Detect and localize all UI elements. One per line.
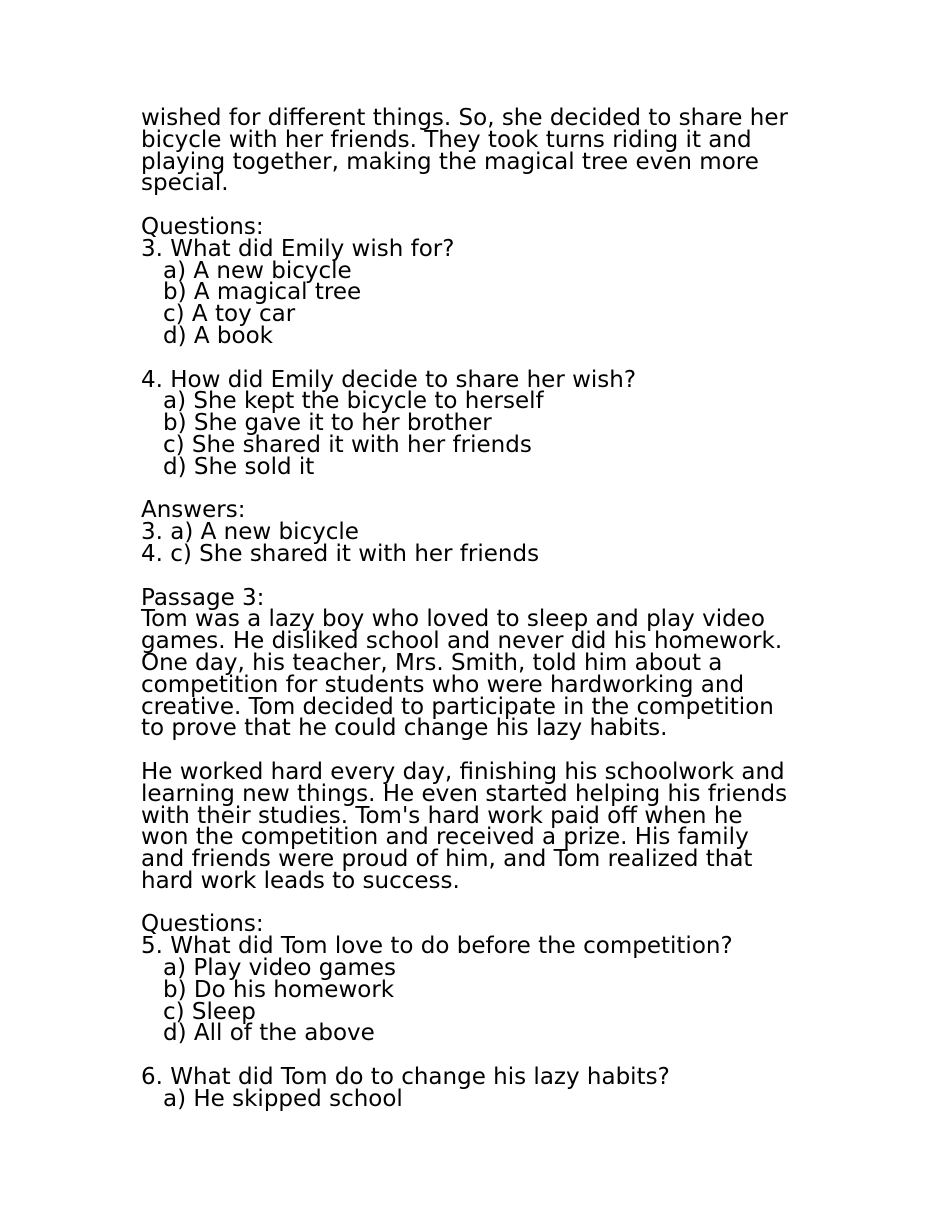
text-line: One day, his teacher, Mrs. Smith, told him about a (141, 649, 723, 676)
answer-option: d) All of the above (163, 1020, 375, 1047)
text-line: learning new things. He even started helping his friends (141, 780, 788, 807)
question-text: 6. What did Tom do to change his lazy habits? (141, 1064, 670, 1091)
document-page (141, 105, 821, 1112)
answer-option: c) Sleep (163, 998, 256, 1025)
passage-3 (141, 584, 821, 894)
question-5 (141, 933, 821, 1047)
text-line: creative. Tom decided to participate in the competition (141, 693, 774, 720)
text-line: bicycle with her friends. They took turns riding it and (141, 126, 752, 153)
question-text: 5. What did Tom love to do before the competition? (141, 933, 733, 960)
answer-option: a) A new bicycle (163, 257, 352, 284)
text-line: games. He disliked school and never did his homework. (141, 628, 783, 655)
text-line: hard work leads to success. (141, 867, 460, 894)
question-6 (141, 1064, 821, 1112)
text-line: Tom was a lazy boy who loved to sleep and play video (141, 606, 765, 633)
answer-option: d) She sold it (163, 453, 315, 480)
text-line: He worked hard every day, finishing his schoolwork and (141, 758, 785, 785)
answers-section (141, 497, 821, 567)
answer-option: b) A magical tree (163, 279, 362, 306)
answer-option: a) Play video games (163, 955, 397, 982)
question-4 (141, 366, 821, 480)
answer-option: a) He skipped school (163, 1085, 403, 1112)
questions-heading: Questions: (141, 213, 264, 240)
question-text: 3. What did Emily wish for? (141, 235, 455, 262)
answers-heading: Answers: (141, 497, 246, 524)
answer-item: 4. c) She shared it with her friends (141, 540, 540, 567)
question-text: 4. How did Emily decide to share her wish? (141, 366, 637, 393)
answer-item: 3. a) A new bicycle (141, 519, 359, 546)
passage-heading: Passage 3: (141, 584, 265, 611)
text-line: playing together, making the magical tree even more (141, 148, 759, 175)
text-line: competition for students who were hardworking and (141, 671, 745, 698)
answer-option: d) A book (163, 322, 273, 349)
passage-2-ending (141, 105, 821, 197)
answer-option: c) A toy car (163, 301, 296, 328)
text-line: wished for different things. So, she decided to share her (141, 105, 788, 131)
question-3 (141, 235, 821, 349)
answer-option: c) She shared it with her friends (163, 431, 532, 458)
text-line: and friends were proud of him, and Tom realized that (141, 846, 753, 873)
text-line: won the competition and received a prize. His family (141, 824, 749, 851)
answer-option: b) Do his homework (163, 976, 395, 1003)
text-line: to prove that he could change his lazy habits. (141, 715, 668, 742)
text-line: special. (141, 170, 229, 197)
answer-option: b) She gave it to her brother (163, 410, 492, 437)
text-line: with their studies. Tom's hard work paid off when he (141, 802, 743, 829)
questions-heading: Questions: (141, 911, 264, 938)
answer-option: a) She kept the bicycle to herself (163, 388, 544, 415)
